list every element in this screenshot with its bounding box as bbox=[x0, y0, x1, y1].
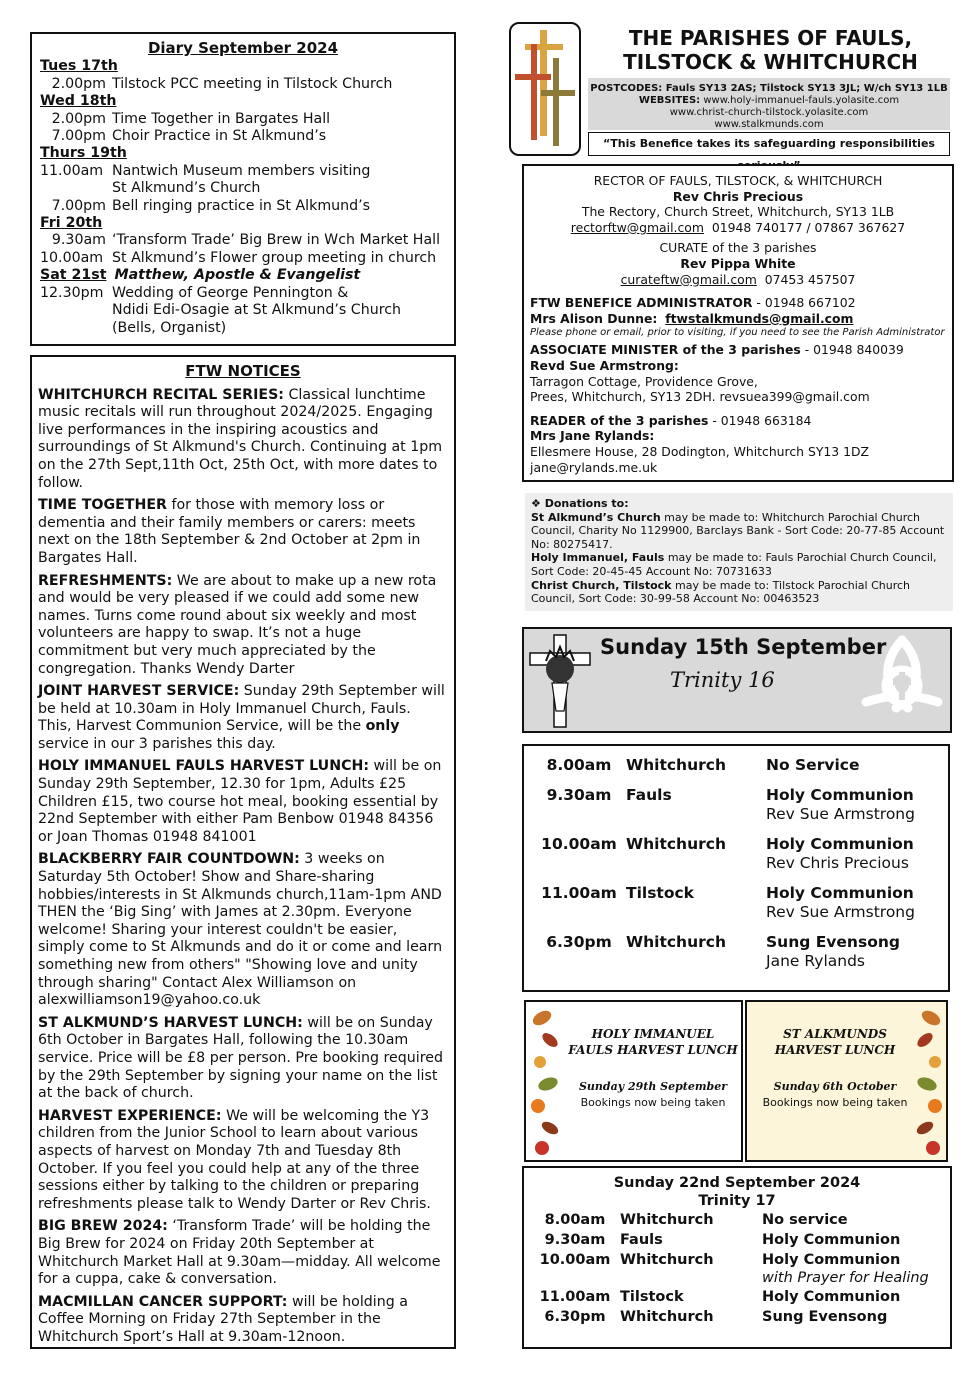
donation-details: may be made to: Whitchurch Parochial Church Council, Charity No 1129900, Barclays Bank - Sort Code: 20-77-85 Account No: 80275417. bbox=[531, 510, 945, 551]
diary-day-row bbox=[40, 93, 446, 110]
admin-note: Please phone or email, prior to visiting, if you need to see the Parish Administrator bbox=[530, 327, 945, 339]
curate-title: CURATE of the 3 parishes bbox=[659, 240, 817, 256]
service-row bbox=[532, 835, 940, 873]
crosses-logo bbox=[509, 22, 581, 156]
service-name: No service bbox=[762, 1212, 848, 1228]
service-time: 6.30pm bbox=[546, 933, 612, 951]
diary-day: Fri 20th bbox=[40, 215, 103, 232]
notice-text-after: service in our 3 parishes this day. bbox=[38, 735, 276, 752]
assoc-address-line1: Tarragon Cottage, Providence Grove, bbox=[530, 373, 758, 389]
postcode-box bbox=[588, 78, 950, 130]
reader-email[interactable]: jane@rylands.me.uk bbox=[530, 459, 658, 475]
diary-event-time: 10.00am bbox=[40, 249, 104, 266]
notice-heading: JOINT HARVEST SERVICE: bbox=[38, 683, 240, 700]
notice-text: will be holding a Coffee Morning on Friday 27th September in the Whitchurch Sport’s Hall at 9.30am-12noon. bbox=[38, 1293, 408, 1345]
donation-church: Holy Immanuel, Fauls bbox=[531, 551, 665, 565]
service-place: Fauls bbox=[626, 786, 672, 804]
service-detail bbox=[762, 1230, 944, 1250]
curate-email[interactable]: curateftw@gmail.com bbox=[620, 271, 757, 287]
service-name: No Service bbox=[766, 756, 860, 774]
notice-text: will be on Sunday 29th September, 12.30 for 1pm, Adults £25 Children £15, two course hot meal, booking essential by 22nd September with either Pam Benbow 01948 84356 or Joan Thomas 01948 841001 bbox=[38, 758, 442, 845]
website-tilstock[interactable]: www.christ-church-tilstock.yolasite.com bbox=[669, 107, 869, 118]
websites-label: WEBSITES: bbox=[638, 95, 701, 106]
notice-text: for those with memory loss or dementia and their family members or carers: meets next on the 18th September & 2nd October at 2pm in Bargates Hall. bbox=[38, 497, 421, 566]
stalkmunds-harvest-title-line1: ST ALKMUNDS bbox=[783, 1027, 887, 1041]
service-name: Holy Communion bbox=[762, 1232, 901, 1248]
notice-text: We are about to make up a new rota and would be very pleased if we could add some new names. Turns come round about six weekly and most volunteers are happy to swap. It’s not a huge commitment but very much appreciated by the congregation. Thanks Wendy Darter bbox=[38, 572, 437, 677]
service-row bbox=[530, 1287, 944, 1307]
reader-title: READER of the 3 parishes bbox=[530, 412, 709, 428]
reader-address: Ellesmere House, 28 Dodington, Whitchurch SY13 1DZ bbox=[530, 443, 869, 459]
donation-details: may be made to: Tilstock Parochial Church Council, Sort Code: 30-99-58 Account No: 00463523 bbox=[531, 578, 911, 606]
service-minister: Rev Sue Armstrong bbox=[766, 805, 915, 823]
notice-heading: BLACKBERRY FAIR COUNTDOWN: bbox=[38, 851, 300, 868]
service-place: Whitchurch bbox=[620, 1252, 714, 1268]
diary-event-text: Choir Practice in St Alkmund’s bbox=[112, 128, 327, 145]
notice-heading: ST ALKMUND’S HARVEST LUNCH: bbox=[38, 1014, 303, 1031]
service-row bbox=[530, 1307, 944, 1327]
assoc-phone: - 01948 840039 bbox=[804, 342, 904, 358]
fauls-harvest-title-line2: FAULS HARVEST LUNCH bbox=[568, 1043, 738, 1057]
sunday22-subtitle: Trinity 17 bbox=[698, 1193, 776, 1209]
donation-item bbox=[531, 579, 947, 606]
notice-item bbox=[38, 573, 448, 679]
fauls-harvest-title-line1: HOLY IMMANUEL bbox=[591, 1027, 715, 1041]
website-stalkmunds[interactable]: www.stalkmunds.com bbox=[714, 119, 824, 130]
diary-event bbox=[40, 163, 446, 180]
rector-phone: 01948 740177 / 07867 367627 bbox=[711, 219, 906, 235]
sunday22-title: Sunday 22nd September 2024 bbox=[613, 1175, 861, 1191]
service-name: Sung Evensong bbox=[766, 933, 900, 951]
service-row bbox=[532, 933, 940, 971]
sunday15-subtitle: Trinity 16 bbox=[670, 668, 775, 692]
diary-event bbox=[40, 232, 446, 249]
services-body bbox=[532, 756, 940, 971]
service-row bbox=[530, 1250, 944, 1287]
rector-email[interactable]: rectorftw@gmail.com bbox=[570, 219, 704, 235]
parish-title bbox=[588, 26, 953, 74]
service-detail bbox=[766, 884, 940, 922]
admin-title: FTW BENEFICE ADMINISTRATOR bbox=[530, 295, 753, 311]
diary-feast: Matthew, Apostle & Evangelist bbox=[114, 267, 361, 284]
notice-text: will be on Sunday 6th October in Bargates Hall, following the 10.30am service. Price will be £8 per person. Pre booking required by the 29th September by signing your name on the list at the back of church. bbox=[38, 1014, 443, 1102]
diary-event bbox=[40, 128, 446, 145]
diary-event-time: 2.00pm bbox=[51, 110, 106, 127]
notice-text: 3 weeks on Saturday 5th October! Show and Share-sharing hobbies/interests in St Alkmunds church,11am-1pm AND THEN the ‘Big Sing’ with James at 2.30pm. Everyone welcome! Sharing your interest couldn't be easier, simply come to St Alkmunds and do it or come and learn something new from others" "Showing love and unity through sharing" Contact Alex Williamson on alexwilliamson19@yahoo.co.uk bbox=[38, 851, 443, 1009]
rector-name: Rev Chris Precious bbox=[672, 188, 804, 204]
stalkmunds-harvest-booking: Bookings now being taken bbox=[762, 1096, 908, 1109]
diary-day: Wed 18th bbox=[40, 93, 117, 110]
service-place: Whitchurch bbox=[626, 756, 726, 774]
service-place: Whitchurch bbox=[620, 1309, 714, 1325]
diary-event-text: Nantwich Museum members visiting bbox=[112, 162, 371, 179]
assoc-name: Revd Sue Armstrong: bbox=[530, 357, 679, 373]
notice-heading: TIME TOGETHER bbox=[38, 497, 167, 514]
donation-item bbox=[531, 511, 947, 552]
donations-box bbox=[525, 493, 953, 611]
sunday22-body bbox=[530, 1210, 944, 1327]
service-place: Whitchurch bbox=[620, 1212, 714, 1228]
sunday15-services bbox=[522, 744, 950, 992]
diary-event-continuation: (Bells, Organist) bbox=[112, 319, 227, 336]
crosses-icon bbox=[511, 24, 579, 154]
postcodes: POSTCODES: Fauls SY13 2AS; Tilstock SY13 3JL; W/ch SY13 1LB bbox=[590, 83, 948, 94]
diary-day-row bbox=[40, 267, 446, 284]
diary-event-time: 7.00pm bbox=[51, 128, 106, 145]
rector-title: RECTOR OF FAULS, TILSTOCK, & WHITCHURCH bbox=[593, 173, 883, 188]
service-name: Holy Communion bbox=[766, 835, 914, 853]
rector-address: The Rectory, Church Street, Whitchurch, SY13 1LB bbox=[581, 204, 895, 220]
fauls-harvest-date: Sunday 29th September bbox=[578, 1080, 728, 1093]
diary-event-time: 9.30am bbox=[51, 232, 106, 249]
service-name: Holy Communion bbox=[762, 1289, 901, 1305]
service-time: 11.00am bbox=[539, 1289, 611, 1305]
notice-item bbox=[38, 683, 448, 753]
diary-event-text: St Alkmund’s Flower group meeting in church bbox=[112, 249, 437, 266]
service-row bbox=[532, 786, 940, 824]
diary-event-continuation: St Alkmund’s Church bbox=[112, 180, 261, 197]
crucifix-icon bbox=[528, 631, 592, 729]
notice-item bbox=[38, 387, 448, 493]
service-detail bbox=[762, 1210, 944, 1230]
service-name: Holy Communion bbox=[766, 884, 914, 902]
stalkmunds-harvest-box bbox=[745, 1000, 948, 1162]
diary-event bbox=[40, 250, 446, 267]
service-name: Sung Evensong bbox=[762, 1309, 888, 1325]
diary-day: Sat 21st bbox=[40, 267, 107, 284]
diary-event-text: Bell ringing practice in St Alkmund’s bbox=[112, 197, 371, 214]
notice-item bbox=[38, 1015, 448, 1103]
stalkmunds-harvest-title bbox=[751, 1026, 919, 1058]
trinity-knot-icon bbox=[856, 632, 948, 728]
notice-heading: WHITCHURCH RECITAL SERIES: bbox=[38, 386, 284, 403]
admin-phone: - 01948 667102 bbox=[756, 295, 856, 311]
notice-emphasis: only bbox=[365, 718, 400, 735]
service-time: 9.30am bbox=[546, 786, 612, 804]
service-time: 8.00am bbox=[546, 756, 612, 774]
donation-details: may be made to: Fauls Parochial Church Council, Sort Code: 20-45-45 Account No: 70731633 bbox=[531, 551, 937, 578]
stalkmunds-harvest-date: Sunday 6th October bbox=[773, 1080, 897, 1093]
diary-event-time: 12.30pm bbox=[40, 284, 104, 301]
donation-church: Christ Church, Tilstock bbox=[531, 578, 672, 592]
service-time: 8.00am bbox=[544, 1212, 606, 1228]
service-minister: Rev Sue Armstrong bbox=[766, 903, 915, 921]
diary-event-continuation: Ndidi Edi-Osagie at St Alkmund’s Church bbox=[112, 302, 402, 319]
donations-body bbox=[531, 511, 947, 606]
service-place: Whitchurch bbox=[626, 835, 726, 853]
service-row bbox=[532, 756, 940, 775]
diary-event bbox=[40, 76, 446, 93]
service-row bbox=[530, 1210, 944, 1230]
parish-title-line2: TILSTOCK & WHITCHURCH bbox=[623, 50, 918, 74]
diary-day-row bbox=[40, 58, 446, 75]
admin-name: Mrs Alison Dunne: bbox=[530, 310, 658, 326]
notices-body bbox=[38, 387, 448, 1347]
fauls-harvest-box bbox=[524, 1000, 743, 1162]
autumn-leaves-icon bbox=[528, 1004, 564, 1160]
diary-body bbox=[40, 58, 446, 337]
service-detail bbox=[766, 835, 940, 873]
notice-heading: REFRESHMENTS: bbox=[38, 572, 173, 589]
service-name: Holy Communion bbox=[766, 786, 914, 804]
notice-text: Classical lunchtime music recitals will run throughout 2024/2025. Engaging live performances in the inspiring acoustics and surroundings of St Alkmund's Church. Continuing at 1pm on the 27th Sept,11th Oct, 25th Oct, with more dates to follow. bbox=[38, 386, 443, 491]
contacts-box bbox=[522, 164, 954, 482]
donations-title: ❖ Donations to: bbox=[531, 497, 629, 510]
diary-day-row bbox=[40, 215, 446, 232]
service-detail bbox=[766, 933, 940, 971]
fauls-harvest-title bbox=[564, 1026, 742, 1058]
reader-name: Mrs Jane Rylands: bbox=[530, 428, 655, 444]
reader-phone: - 01948 663184 bbox=[712, 412, 812, 428]
service-place: Tilstock bbox=[626, 884, 694, 902]
service-time: 9.30am bbox=[544, 1232, 606, 1248]
diary-event-text: ‘Transform Trade’ Big Brew in Wch Market Hall bbox=[112, 232, 441, 249]
diary-event-text: Wedding of George Pennington & bbox=[112, 284, 349, 301]
service-time: 10.00am bbox=[541, 835, 617, 853]
service-name: Holy Communion bbox=[762, 1252, 901, 1268]
notice-item bbox=[38, 1294, 448, 1347]
diary-event-time: 2.00pm bbox=[51, 75, 106, 92]
service-place: Whitchurch bbox=[626, 933, 726, 951]
notice-item bbox=[38, 1108, 448, 1214]
diary-event bbox=[40, 198, 446, 215]
notice-item bbox=[38, 497, 448, 567]
diary-title: Diary September 2024 bbox=[147, 39, 339, 57]
diary-event-text: Time Together in Bargates Hall bbox=[112, 110, 331, 127]
service-detail bbox=[766, 756, 940, 775]
curate-name: Rev Pippa White bbox=[680, 255, 796, 271]
notice-heading: HOLY IMMANUEL FAULS HARVEST LUNCH: bbox=[38, 758, 370, 775]
service-minister: Jane Rylands bbox=[766, 952, 865, 970]
service-detail bbox=[762, 1307, 944, 1327]
diary-event-text: Tilstock PCC meeting in Tilstock Church bbox=[112, 75, 393, 92]
service-note: with Prayer for Healing bbox=[762, 1270, 929, 1286]
service-row bbox=[532, 884, 940, 922]
notice-text: Sunday 29th September will be held at 10.30am in Holy Immanuel Church, Fauls. This, Harvest Communion Service, will be the bbox=[38, 683, 445, 735]
service-time: 10.00am bbox=[539, 1252, 611, 1268]
notices-box bbox=[30, 355, 456, 1349]
donation-item bbox=[531, 551, 947, 578]
service-place: Tilstock bbox=[620, 1289, 684, 1305]
notice-heading: HARVEST EXPERIENCE: bbox=[38, 1107, 222, 1124]
admin-email[interactable]: ftwstalkmunds@gmail.com bbox=[665, 310, 854, 326]
diary-event bbox=[40, 111, 446, 128]
diary-event bbox=[40, 285, 446, 302]
service-detail bbox=[762, 1250, 944, 1287]
notice-text: We will be welcoming the Y3 children from the Junior School to learn about various aspects of harvest on Monday 7th and Tuesday 8th October. If you feel you could help at any of the three sessions either by talking to the children or preparing refreshments please talk to Wendy Darter or Rev Chris. bbox=[38, 1107, 431, 1212]
diary-event-time: 7.00pm bbox=[51, 197, 106, 214]
notices-title: FTW NOTICES bbox=[185, 362, 301, 380]
notice-item bbox=[38, 758, 448, 846]
safeguarding-statement: “This Benefice takes its safeguarding responsibilities bbox=[588, 132, 950, 156]
service-place: Fauls bbox=[620, 1232, 663, 1248]
service-detail bbox=[766, 786, 940, 824]
diary-event-time: 11.00am bbox=[40, 162, 104, 179]
stalkmunds-harvest-title-line2: HARVEST LUNCH bbox=[774, 1043, 896, 1057]
notice-item bbox=[38, 851, 448, 1009]
assoc-title: ASSOCIATE MINISTER of the 3 parishes bbox=[530, 342, 801, 358]
diary-box bbox=[30, 32, 456, 346]
sunday15-title: Sunday 15th September bbox=[600, 635, 887, 659]
sunday22-services bbox=[522, 1166, 952, 1349]
notice-item bbox=[38, 1218, 448, 1288]
service-row bbox=[530, 1230, 944, 1250]
notice-text: ‘Transform Trade’ will be holding the Big Brew for 2024 on Friday 20th September at Whitchurch Market Hall at 9.30am—midday. All welcome for a cuppa, cake & conversation. bbox=[38, 1218, 441, 1288]
website-fauls[interactable]: www.holy-immanuel-fauls.yolasite.com bbox=[703, 95, 900, 106]
diary-day: Thurs 19th bbox=[40, 145, 127, 162]
notice-heading: MACMILLAN CANCER SUPPORT: bbox=[38, 1293, 288, 1310]
curate-phone: 07453 457507 bbox=[764, 271, 856, 287]
donation-church: St Alkmund’s Church bbox=[531, 510, 661, 524]
diary-day: Tues 17th bbox=[40, 58, 118, 75]
service-time: 6.30pm bbox=[544, 1309, 606, 1325]
fauls-harvest-booking: Bookings now being taken bbox=[580, 1096, 726, 1109]
service-time: 11.00am bbox=[541, 884, 617, 902]
assoc-address-line2: Prees, Whitchurch, SY13 2DH. revsuea399@gmail.com bbox=[530, 389, 870, 405]
notice-heading: BIG BREW 2024: bbox=[38, 1218, 168, 1235]
parish-title-line1: THE PARISHES OF FAULS, bbox=[628, 26, 913, 50]
service-detail bbox=[762, 1287, 944, 1307]
service-minister: Rev Chris Precious bbox=[766, 854, 909, 872]
diary-day-row bbox=[40, 145, 446, 162]
